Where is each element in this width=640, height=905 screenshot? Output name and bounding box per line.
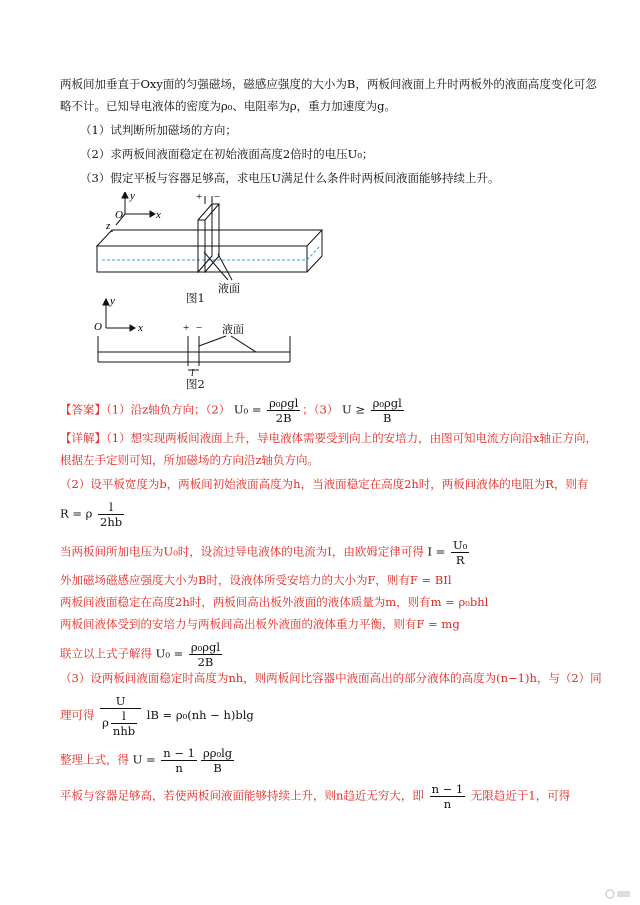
detail-line-9: （3）设两板间液面稳定时高度为nh，则两板间比容器中液面高出的部分液体的高度为(n−1)h，与（2）同 [60,671,602,685]
fig2-minus: − [196,322,203,334]
question-2: （2）求两板间液面稳定在初始液面高度2倍时的电压U₀； [80,147,374,161]
detail-line-1: 【详解】（1）想实现两板间液面上升，导电液体需要受到向上的安培力，由图可知电流方向沿x轴正方向， [60,431,598,445]
fig1-liquid-label: 液面 [218,283,240,295]
detail-line-4: 当两板间所加电压为U₀时，设流过导电液体的电流为I，由欧姆定律可得 I = $\frac{\text{U₀}}{R}$ [60,538,468,567]
fig2-caption: 图2 [186,377,205,391]
detail-line-11: 整理上式，得 U = $\frac{n - 1}{n}$ $\frac{\text{ρρ₀lg}}{B}$ [60,746,233,775]
detail-line-10: 理可得 U ρ $\frac{l}{\text{nhb}}$ lB = ρ₀(nh − h)blg [60,694,254,738]
fig1-minus: − [214,192,221,203]
answer-fraction-2: $\frac{\text{ρ₀ρgl}}{B}$ [372,396,402,425]
fig2-plus: + [183,322,190,334]
fig1-axis-z: z [106,220,111,232]
resistance-eq: R = ρ $\frac{l}{2hb}$ [60,500,123,529]
detail-line-8: 联立以上式子解得 U₀ = $\frac{\text{ρ₀ρgl}}{2B}$ [60,640,221,669]
fig1-axis-y: y [130,192,135,202]
question-1: （1）试判断所加磁场的方向； [80,123,237,137]
fig2-axis-x: x [138,322,143,334]
fig2-liquid-label: 液面 [222,324,244,336]
question-3: （3）假定平板与容器足够高，求电压U满足什么条件时两板间液面能够持续上升。 [80,171,500,185]
answer-line: 【答案】（1）沿z轴负方向；（2） U₀ = $\frac{\text{ρ₀ρgl}}{2B}$ ；（3） U ≥ $\frac{\text{ρ₀ρgl}}{B}$ [60,396,402,425]
detail-line-6: 两板间液面稳定在高度2h时，两板间高出板外液面的液体质量为m，则有m = ρ₀bhl [60,595,489,609]
detail-line-5: 外加磁场磁感应强度大小为B时，设液体所受安培力的大小为F，则有F = BIl [60,573,452,587]
detail-line-3: （2）设平板宽度为b，两板间初始液面高度为h，当液面稳定在高度2h时，两板间液体的电阻为R，则有 [60,477,589,491]
fig2-axis-y: y [110,296,115,307]
detail-line-7: 两板间液体受到的安培力与两板间高出板外液面的液体重力平衡，则有F = mg [60,617,460,631]
answer-tag: 【答案】 [60,402,106,417]
detail-line-12: 平板与容器足够高，若使两板间液面能够持续上升，则n趋近无穷大，即 $\frac{n - 1}{n}$ 无限趋近于1，可得 [60,782,571,811]
fig1-plus: + [196,192,203,203]
watermark-icon [604,887,632,901]
intro-line-2: 略不计。已知导电液体的密度为ρ₀、电阻率为ρ，重力加速度为g。 [60,99,396,113]
figure-1 [92,192,332,304]
fig1-origin: O [115,209,123,221]
fig1-caption: 图1 [186,291,205,305]
intro-line-1: 两板间加垂直于Oxy面的匀强磁场，磁感应强度的大小为B，两板间液面上升时两板外的液面高度变化可忽 [60,77,597,91]
fig1-axis-x: x [156,209,161,221]
answer-fraction-1: $\frac{\text{ρ₀ρgl}}{2B}$ [269,396,299,425]
figure-2 [86,296,296,376]
fig2-origin: O [94,321,102,333]
fig2-gap-label: l [191,368,194,376]
detail-line-2: 根据左手定则可知，所加磁场的方向沿z轴负方向。 [60,453,320,467]
